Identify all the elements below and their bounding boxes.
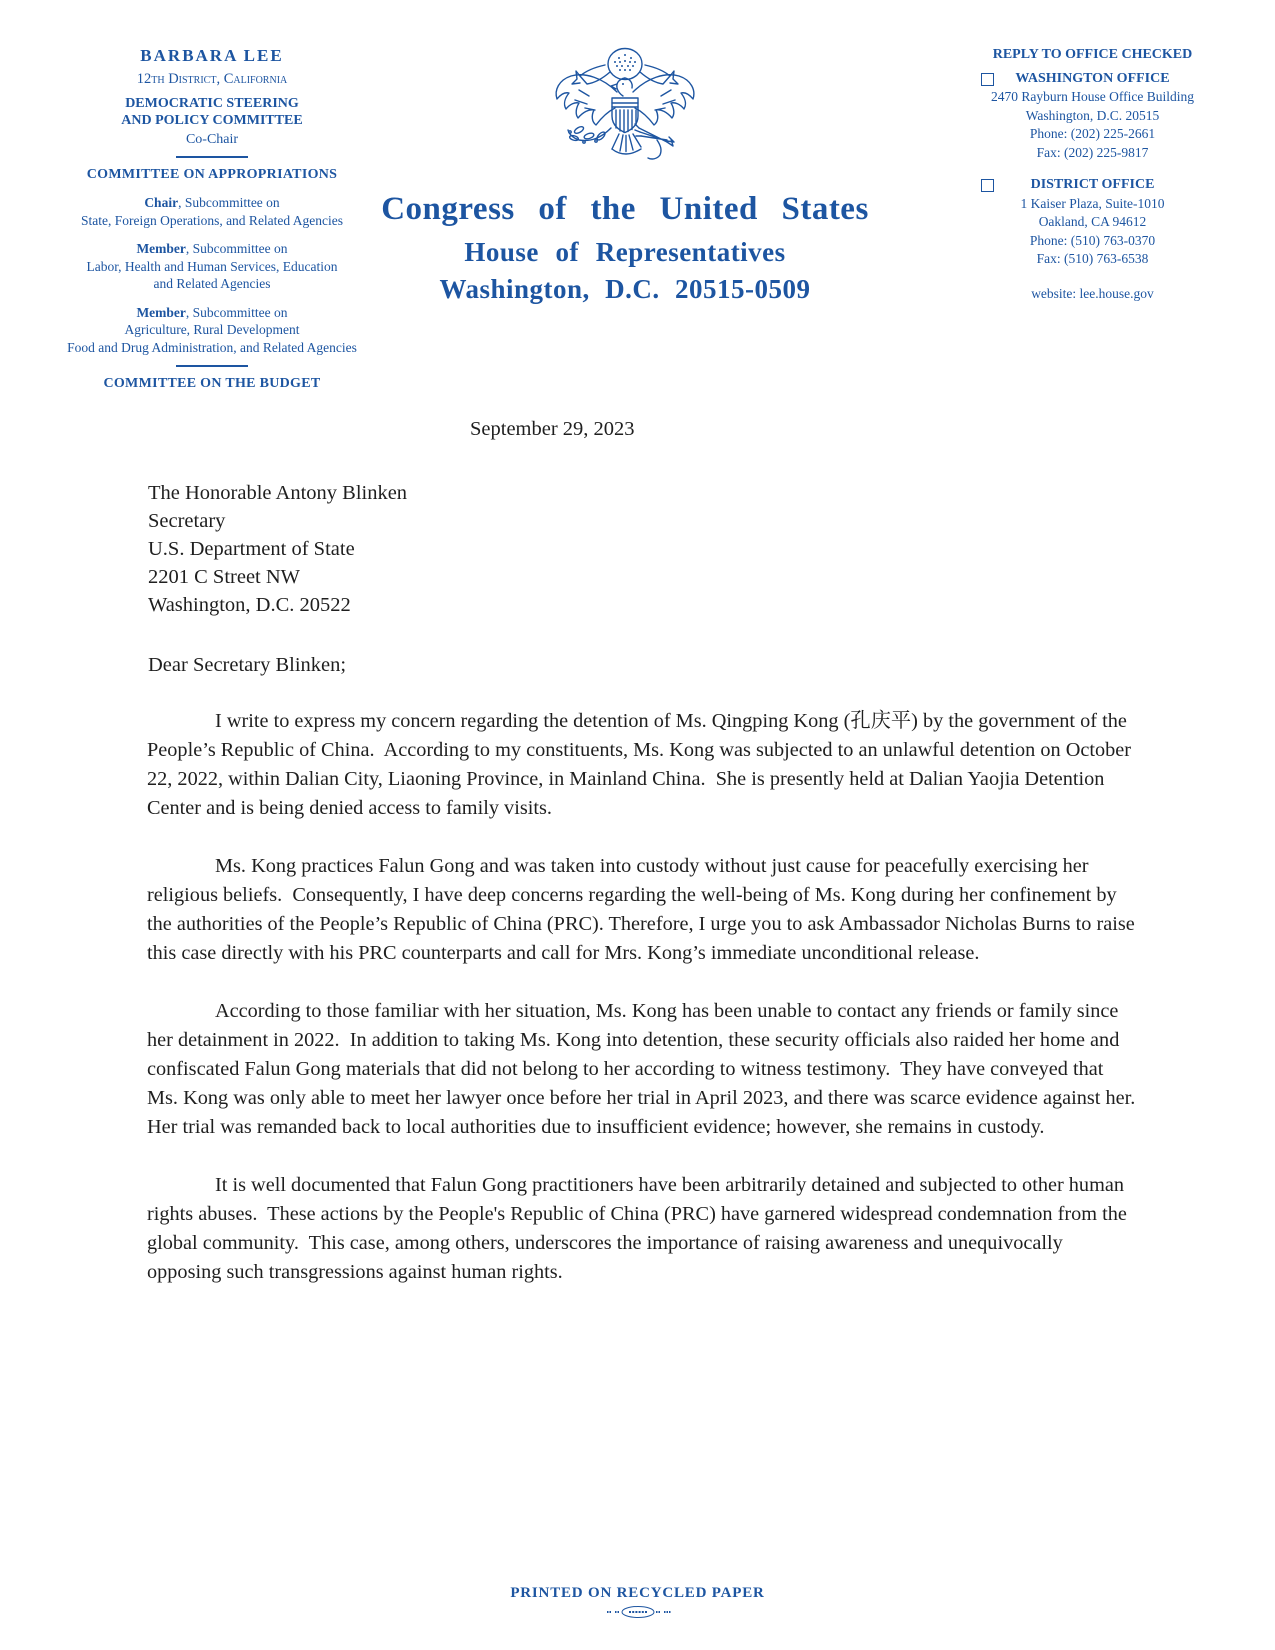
role-suffix: , Subcommittee on (185, 304, 288, 320)
office-fax: Fax: (510) 763-6538 (1036, 251, 1149, 266)
divider-rule (176, 365, 248, 367)
website-line: website: lee.house.gov (1031, 285, 1154, 301)
subcommittee-line: State, Foreign Operations, and Related Agencies (80, 212, 344, 228)
recycled-paper-notice: PRINTED ON RECYCLED PAPER (510, 1585, 765, 1601)
office-address-line: 2470 Rayburn House Office Building (991, 89, 1194, 104)
reply-to-office-title: REPLY TO OFFICE CHECKED (992, 47, 1193, 62)
office-address-line: 1 Kaiser Plaza, Suite-1010 (1020, 195, 1165, 211)
subcommittee-line: Food and Drug Administration, and Related Agencies (67, 339, 357, 355)
role-lead: Member (136, 304, 186, 320)
appropriations-role-member-2 (62, 304, 362, 357)
salutation: Dear Secretary Blinken; (148, 654, 347, 676)
role-lead: Member (136, 241, 186, 256)
washington-office-block (975, 70, 1210, 163)
budget-committee-title: COMMITTEE ON THE BUDGET (103, 376, 321, 391)
office-address-line: Oakland, CA 94612 (1038, 214, 1147, 229)
paragraph-1: I write to express my concern regarding the detention of Ms. Qingping Kong (孔庆平) by the government of the People’s Republic of China. According to my constituents, Ms. Kong was subjected to an unlawful detention on October 22, 2022, within Dalian City, Liaoning Province, in Mainland China. She is presently held at Dalian Yaojia Detention Center and is being denied access to family visits. (147, 710, 1137, 819)
district-office-block (975, 176, 1210, 269)
role-suffix: , Subcommittee on (185, 241, 288, 256)
recipient-address-block (148, 479, 407, 619)
appropriations-role-chair (62, 194, 362, 229)
steering-committee-line1: DEMOCRATIC STEERING (125, 96, 299, 111)
member-name: BARBARA LEE (140, 46, 284, 65)
paragraph-3: According to those familiar with her situation, Ms. Kong has been unable to contact any friends or family since her detainment in 2022. In addition to taking Ms. Kong into detention, these security officials also raided her home and confiscated Falun Gong materials that did not belong to her according to witness testimony. They have conveyed that Ms. Kong was only able to meet her lawyer once before her trial in April 2023, and there was scarce evidence against her. Her trial was remanded back to local authorities due to insufficient evidence; however, she remains in custody. (147, 1000, 1141, 1138)
steering-role: Co-Chair (185, 132, 239, 147)
role-line (62, 240, 362, 258)
subcommittee-line: Labor, Health and Human Services, Education (86, 258, 338, 274)
office-phone: Phone: (202) 225-2661 (1029, 126, 1156, 141)
paragraph-2: Ms. Kong practices Falun Gong and was taken into custody without just cause for peacefully exercising her religious beliefs. Consequently, I have deep concerns regarding the well-being of Ms. Kong during her confinement by the authorities of the People’s Republic of China (PRC). Therefore, I urge you to ask Ambassador Nicholas Burns to raise this case directly with his PRC counterparts and call for Mrs. Kong’s immediate unconditional release. (147, 855, 1140, 964)
recipient-line: The Honorable Antony Blinken (148, 482, 408, 504)
recipient-line: Washington, D.C. 20522 (148, 594, 351, 616)
office-phone: Phone: (510) 763-0370 (1029, 232, 1156, 248)
letterhead-left-column (62, 46, 362, 392)
role-lead: Chair (144, 195, 179, 210)
office-fax: Fax: (202) 225-9817 (1036, 144, 1149, 160)
letter-date: September 29, 2023 (470, 418, 635, 440)
letter-paragraphs (147, 707, 1139, 1316)
member-district: 12th District, California (136, 71, 288, 87)
office-name: DISTRICT OFFICE (1030, 177, 1155, 192)
recipient-line: U.S. Department of State (148, 538, 355, 560)
congress-title: Congress of the United States (381, 191, 869, 227)
divider-rule (176, 156, 248, 158)
washington-office-checkbox (981, 73, 994, 86)
great-seal-eagle-icon (375, 46, 875, 182)
paragraph-4: It is well documented that Falun Gong practitioners have been arbitrarily detained and subjected to other human rights abuses. These actions by the People's Republic of China (PRC) have garnered widespread condemnation from the global community. This case, among others, underscores the importance of raising awareness and unequivocally opposing such transgressions against human rights. (147, 1174, 1132, 1283)
appropriations-role-member-1 (62, 240, 362, 293)
subcommittee-line: Agriculture, Rural Development (124, 322, 300, 337)
capitol-address: Washington, D.C. 20515-0509 (439, 274, 811, 304)
union-printers-bug-icon (0, 1604, 1275, 1625)
office-address-line: Washington, D.C. 20515 (1025, 107, 1160, 123)
subcommittee-line: and Related Agencies (153, 276, 271, 291)
role-line (62, 194, 362, 212)
recipient-line: 2201 C Street NW (148, 566, 301, 588)
letterhead-center-column (375, 46, 875, 303)
letterhead-right-column (975, 46, 1210, 303)
house-title: House of Representatives (464, 237, 786, 267)
role-line (62, 304, 362, 322)
appropriations-committee-title: COMMITTEE ON APPROPRIATIONS (86, 167, 338, 182)
district-office-checkbox (981, 179, 994, 192)
office-name: WASHINGTON OFFICE (1015, 70, 1170, 86)
steering-committee-line2: AND POLICY COMMITTEE (121, 113, 303, 128)
role-suffix: , Subcommittee on (178, 195, 280, 210)
recipient-line: Secretary (148, 510, 226, 532)
